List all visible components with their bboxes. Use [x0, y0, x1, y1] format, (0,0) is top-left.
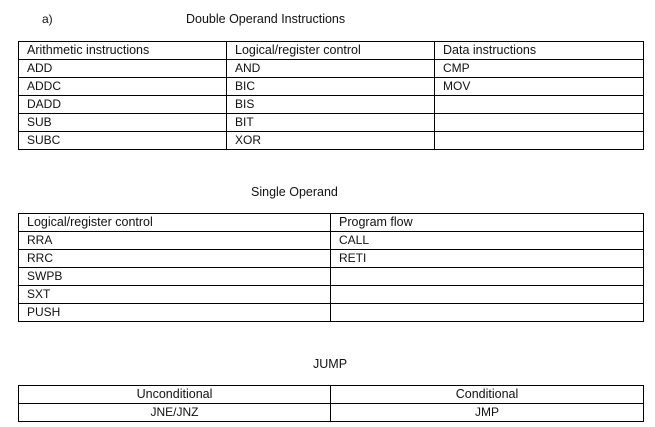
- header-cell: Conditional: [331, 386, 644, 404]
- table-header-row: [19, 42, 644, 60]
- table-cell: [435, 132, 644, 150]
- table-cell: CMP: [435, 60, 644, 78]
- table-cell: [331, 304, 644, 322]
- table-cell: DADD: [19, 96, 227, 114]
- table-cell: [331, 268, 644, 286]
- table-row: [19, 78, 644, 96]
- table-cell: [435, 114, 644, 132]
- table-row: [19, 96, 644, 114]
- single-operand-table: [18, 213, 644, 322]
- table-cell: SUB: [19, 114, 227, 132]
- table-cell: XOR: [227, 132, 435, 150]
- table-header-row: [19, 386, 644, 404]
- table-cell: RRC: [19, 250, 331, 268]
- table-row: [19, 60, 644, 78]
- single-operand-title: Single Operand: [251, 185, 338, 199]
- table-cell: [435, 96, 644, 114]
- table-cell: JNE/JNZ: [19, 404, 331, 422]
- header-cell: Logical/register control: [19, 214, 331, 232]
- header-cell: Unconditional: [19, 386, 331, 404]
- table-header-row: [19, 214, 644, 232]
- table-cell: SUBC: [19, 132, 227, 150]
- table-cell: BIS: [227, 96, 435, 114]
- table-cell: RETI: [331, 250, 644, 268]
- table-cell: BIC: [227, 78, 435, 96]
- double-operand-table: [18, 41, 644, 150]
- table-row: [19, 132, 644, 150]
- table-cell: SXT: [19, 286, 331, 304]
- table-row: [19, 304, 644, 322]
- header-cell: Program flow: [331, 214, 644, 232]
- table-cell: BIT: [227, 114, 435, 132]
- table-cell: JMP: [331, 404, 644, 422]
- table-row: [19, 404, 644, 422]
- table-cell: ADDC: [19, 78, 227, 96]
- header-cell: Logical/register control: [227, 42, 435, 60]
- table-row: [19, 114, 644, 132]
- table-cell: ADD: [19, 60, 227, 78]
- table-cell: [331, 286, 644, 304]
- table-row: [19, 268, 644, 286]
- part-label: a): [42, 12, 53, 26]
- table-cell: MOV: [435, 78, 644, 96]
- table-cell: AND: [227, 60, 435, 78]
- double-operand-title: Double Operand Instructions: [186, 12, 346, 26]
- table-row: [19, 250, 644, 268]
- table-cell: PUSH: [19, 304, 331, 322]
- table-cell: RRA: [19, 232, 331, 250]
- header-cell: Data instructions: [435, 42, 644, 60]
- table-cell: SWPB: [19, 268, 331, 286]
- table-cell: CALL: [331, 232, 644, 250]
- table-row: [19, 286, 644, 304]
- header-cell: Arithmetic instructions: [19, 42, 227, 60]
- table-row: [19, 232, 644, 250]
- jump-title: JUMP: [313, 357, 348, 371]
- jump-table: [18, 385, 644, 422]
